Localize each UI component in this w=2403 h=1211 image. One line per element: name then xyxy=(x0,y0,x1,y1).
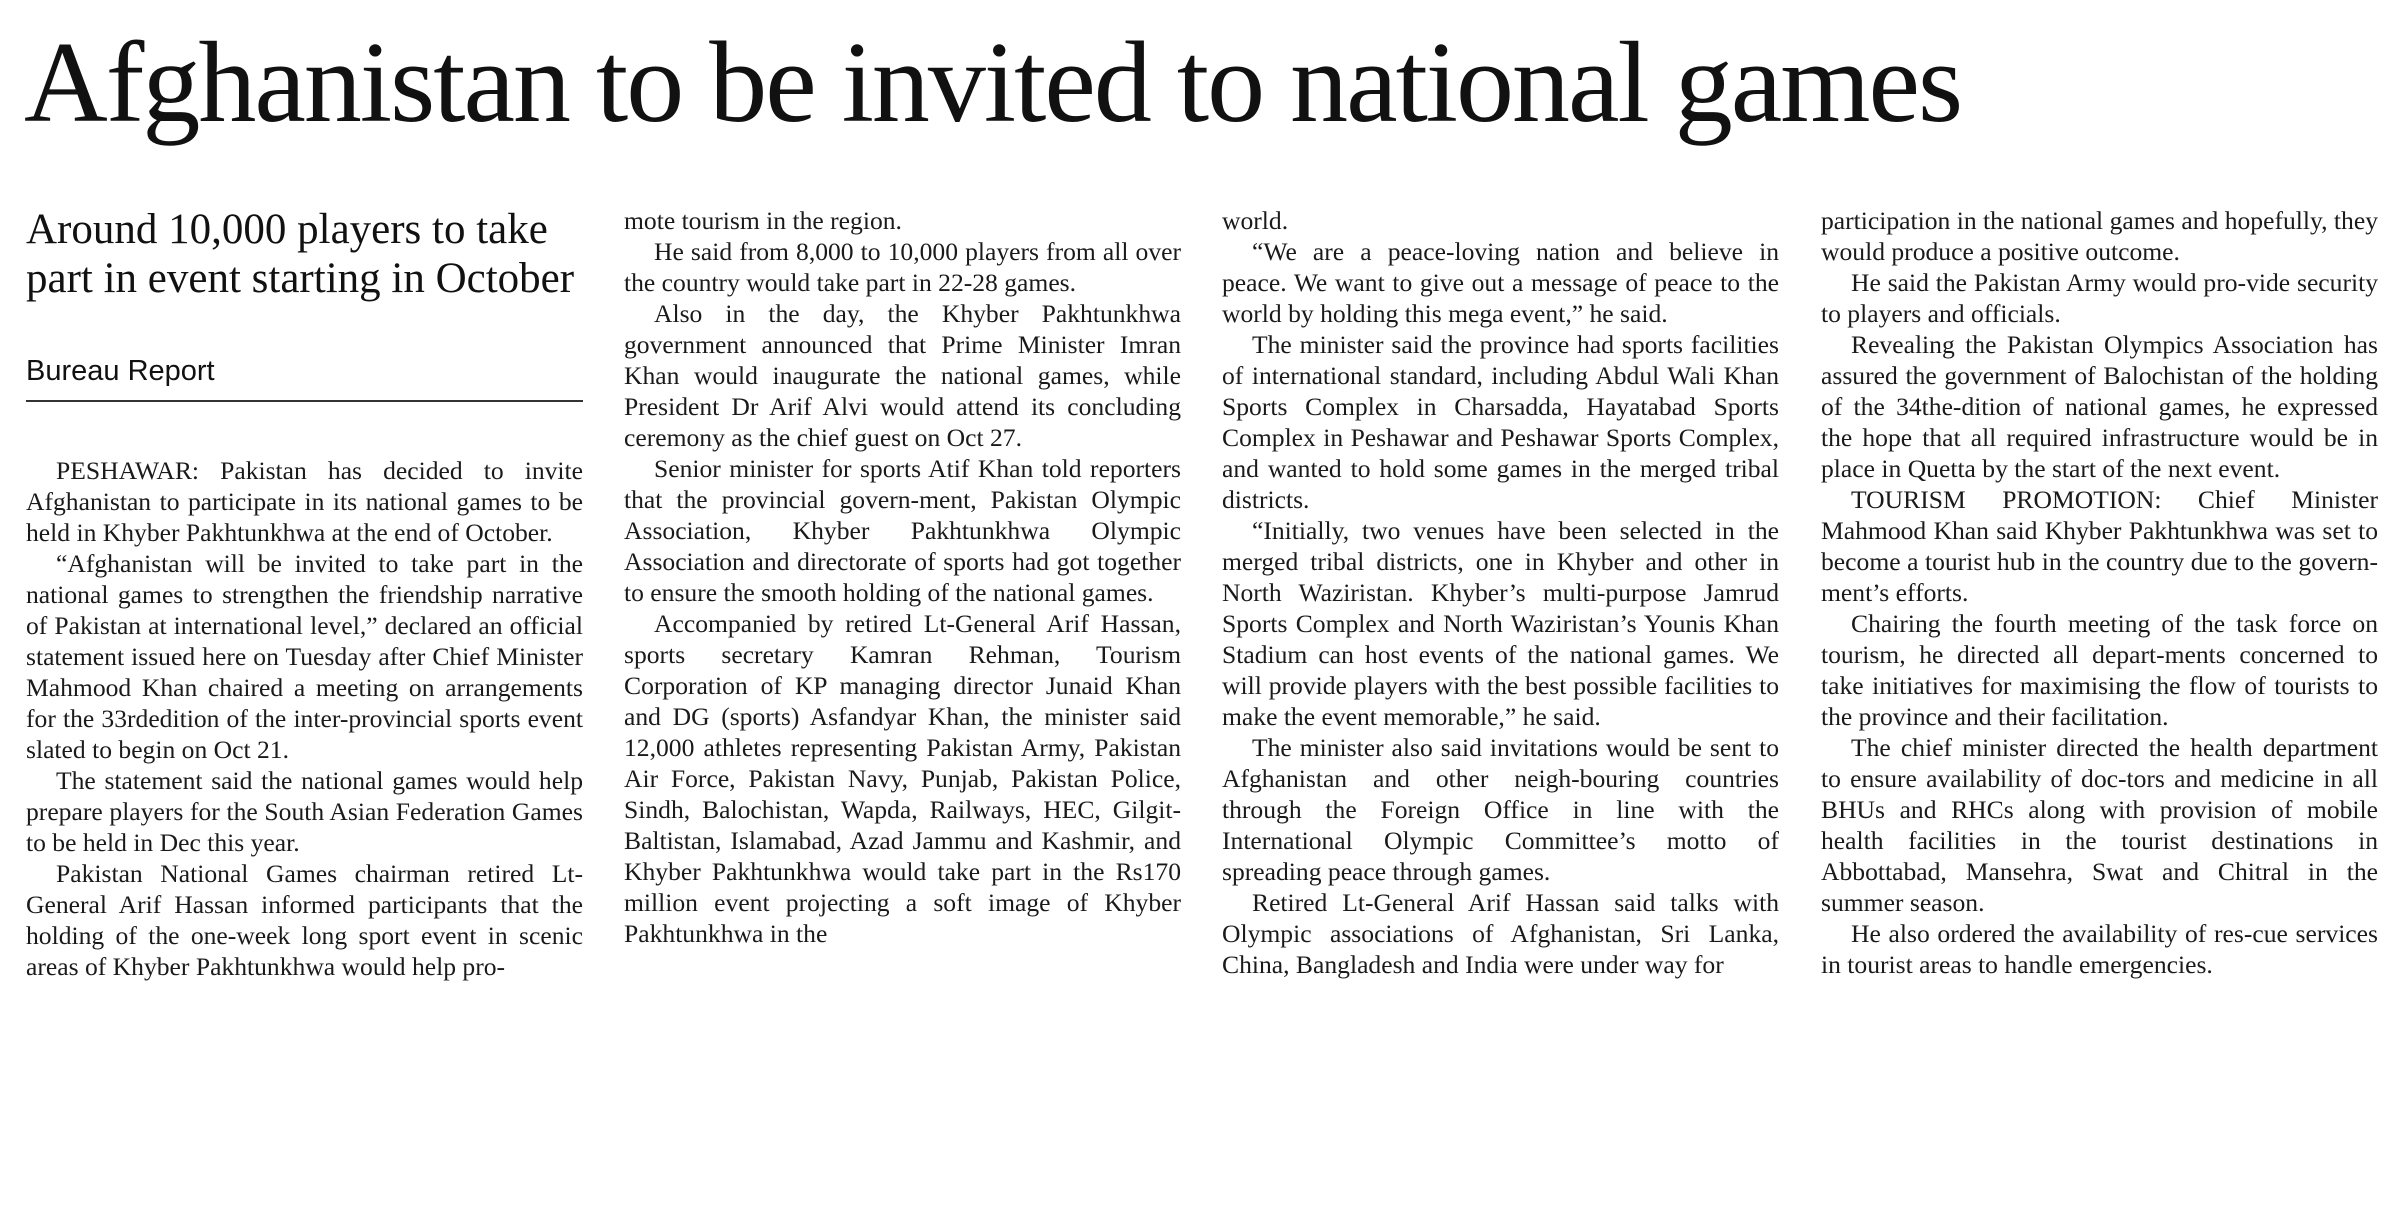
paragraph: TOURISM PROMOTION: Chief Minister Mahmood Khan said Khyber Pakhtunkhwa was set to become a tourist hub in the country due to the govern-ment’s efforts. xyxy=(1821,485,2378,607)
paragraph: He said the Pakistan Army would pro-vide security to players and officials. xyxy=(1821,268,2378,328)
column-1 xyxy=(26,205,583,1203)
paragraph: The chief minister directed the health department to ensure availability of doc-tors and medicine in all BHUs and RHCs along with provision of mobile health facilities in the tourist destinations in Abbottabad, Mansehra, Swat and Chitral in the summer season. xyxy=(1821,733,2378,917)
paragraph: Revealing the Pakistan Olympics Association has assured the government of Balochistan of the holding of the 34the-dition of national games, he expressed the hope that all required infrastructure would be in place in Quetta by the start of the next event. xyxy=(1821,330,2378,483)
deck-subheadline: Around 10,000 players to take part in event starting in October xyxy=(26,206,575,302)
paragraph-continued: mote tourism in the region. xyxy=(624,206,902,235)
paragraph: Accompanied by retired Lt-General Arif Hassan, sports secretary Kamran Rehman, Tourism Corporation of KP managing director Junaid Khan and DG (sports) Asfandyar Khan, the minister said 12,000 athletes representing Pakistan Army, Pakistan Air Force, Pakistan Navy, Punjab, Pakistan Police, Sindh, Balochistan, Wapda, Railways, HEC, Gilgit-Baltistan, Islamabad, Azad Jammu and Kashmir, and Khyber Pakhtunkhwa would take part in the Rs170 million event projecting a soft image of Khyber Pakhtunkhwa in the xyxy=(624,609,1181,948)
headline: Afghanistan to be invited to national games xyxy=(24,19,1962,147)
column-3 xyxy=(1222,205,1779,1203)
paragraph: He also ordered the availability of res-cue services in tourist areas to handle emergencies. xyxy=(1821,919,2378,979)
paragraph: “Afghanistan will be invited to take part in the national games to strengthen the friendship narrative of Pakistan at international level,” declared an official statement issued here on Tuesday after Chief Minister Mahmood Khan chaired a meeting on arrangements for the 33rdedition of the inter-provincial sports event slated to begin on Oct 21. xyxy=(26,549,583,764)
paragraph: Also in the day, the Khyber Pakhtunkhwa government announced that Prime Minister Imran Khan would inaugurate the national games, while President Dr Arif Alvi would attend its concluding ceremony as the chief guest on Oct 27. xyxy=(624,299,1181,452)
paragraph: He said from 8,000 to 10,000 players from all over the country would take part in 22-28 games. xyxy=(624,237,1181,297)
paragraph: Retired Lt-General Arif Hassan said talks with Olympic associations of Afghanistan, Sri Lanka, China, Bangladesh and India were under way for xyxy=(1222,888,1779,979)
paragraph-continued: world. xyxy=(1222,206,1289,235)
paragraph-text: Pakistan has decided to invite Afghanistan to participate in its national games to be held in Khyber Pakhtunkhwa at the end of October. xyxy=(26,456,583,547)
paragraph: Senior minister for sports Atif Khan told reporters that the provincial govern-ment, Pakistan Olympic Association, Khyber Pakhtunkhwa Olympic Association and directorate of sports had got together to ensure the smooth holding of the national games. xyxy=(624,454,1181,607)
dateline: PESHAWAR: xyxy=(56,456,200,485)
paragraph: “We are a peace-loving nation and believe in peace. We want to give out a message of peace to the world by holding this mega event,” he said. xyxy=(1222,237,1779,328)
paragraph: The minister also said invitations would be sent to Afghanistan and other neigh-bouring countries through the Foreign Office in line with the International Olympic Committee’s motto of spreading peace through games. xyxy=(1222,733,1779,886)
paragraph: Chairing the fourth meeting of the task force on tourism, he directed all depart-ments concerned to take initiatives for maximising the flow of tourists to the province and their facilitation. xyxy=(1821,609,2378,731)
paragraph: Pakistan National Games chairman retired Lt-General Arif Hassan informed participants that the holding of the one-week long sport event in scenic areas of Khyber Pakhtunkhwa would help pro- xyxy=(26,859,583,981)
paragraph-continued: participation in the national games and hopefully, they would produce a positive outcome. xyxy=(1821,206,2378,266)
paragraph: The minister said the province had sports facilities of international standard, including Abdul Wali Khan Sports Complex in Charsadda, Hayatabad Sports Complex in Peshawar and Peshawar Sports Complex, and wanted to hold some games in the merged tribal districts. xyxy=(1222,330,1779,514)
byline: Bureau Report xyxy=(26,354,583,402)
paragraph xyxy=(26,455,583,548)
column-4 xyxy=(1821,205,2378,1203)
paragraph: “Initially, two venues have been selected in the merged tribal districts, one in Khyber and other in North Waziristan. Khyber’s multi-purpose Jamrud Sports Complex and North Waziristan’s Younis Khan Stadium can host events of the national games. We will provide players with the best possible facilities to make the event memorable,” he said. xyxy=(1222,516,1779,731)
column-2 xyxy=(624,205,1181,1203)
paragraph: The statement said the national games would help prepare players for the South Asian Federation Games to be held in Dec this year. xyxy=(26,766,583,857)
article-body xyxy=(26,205,2378,1203)
